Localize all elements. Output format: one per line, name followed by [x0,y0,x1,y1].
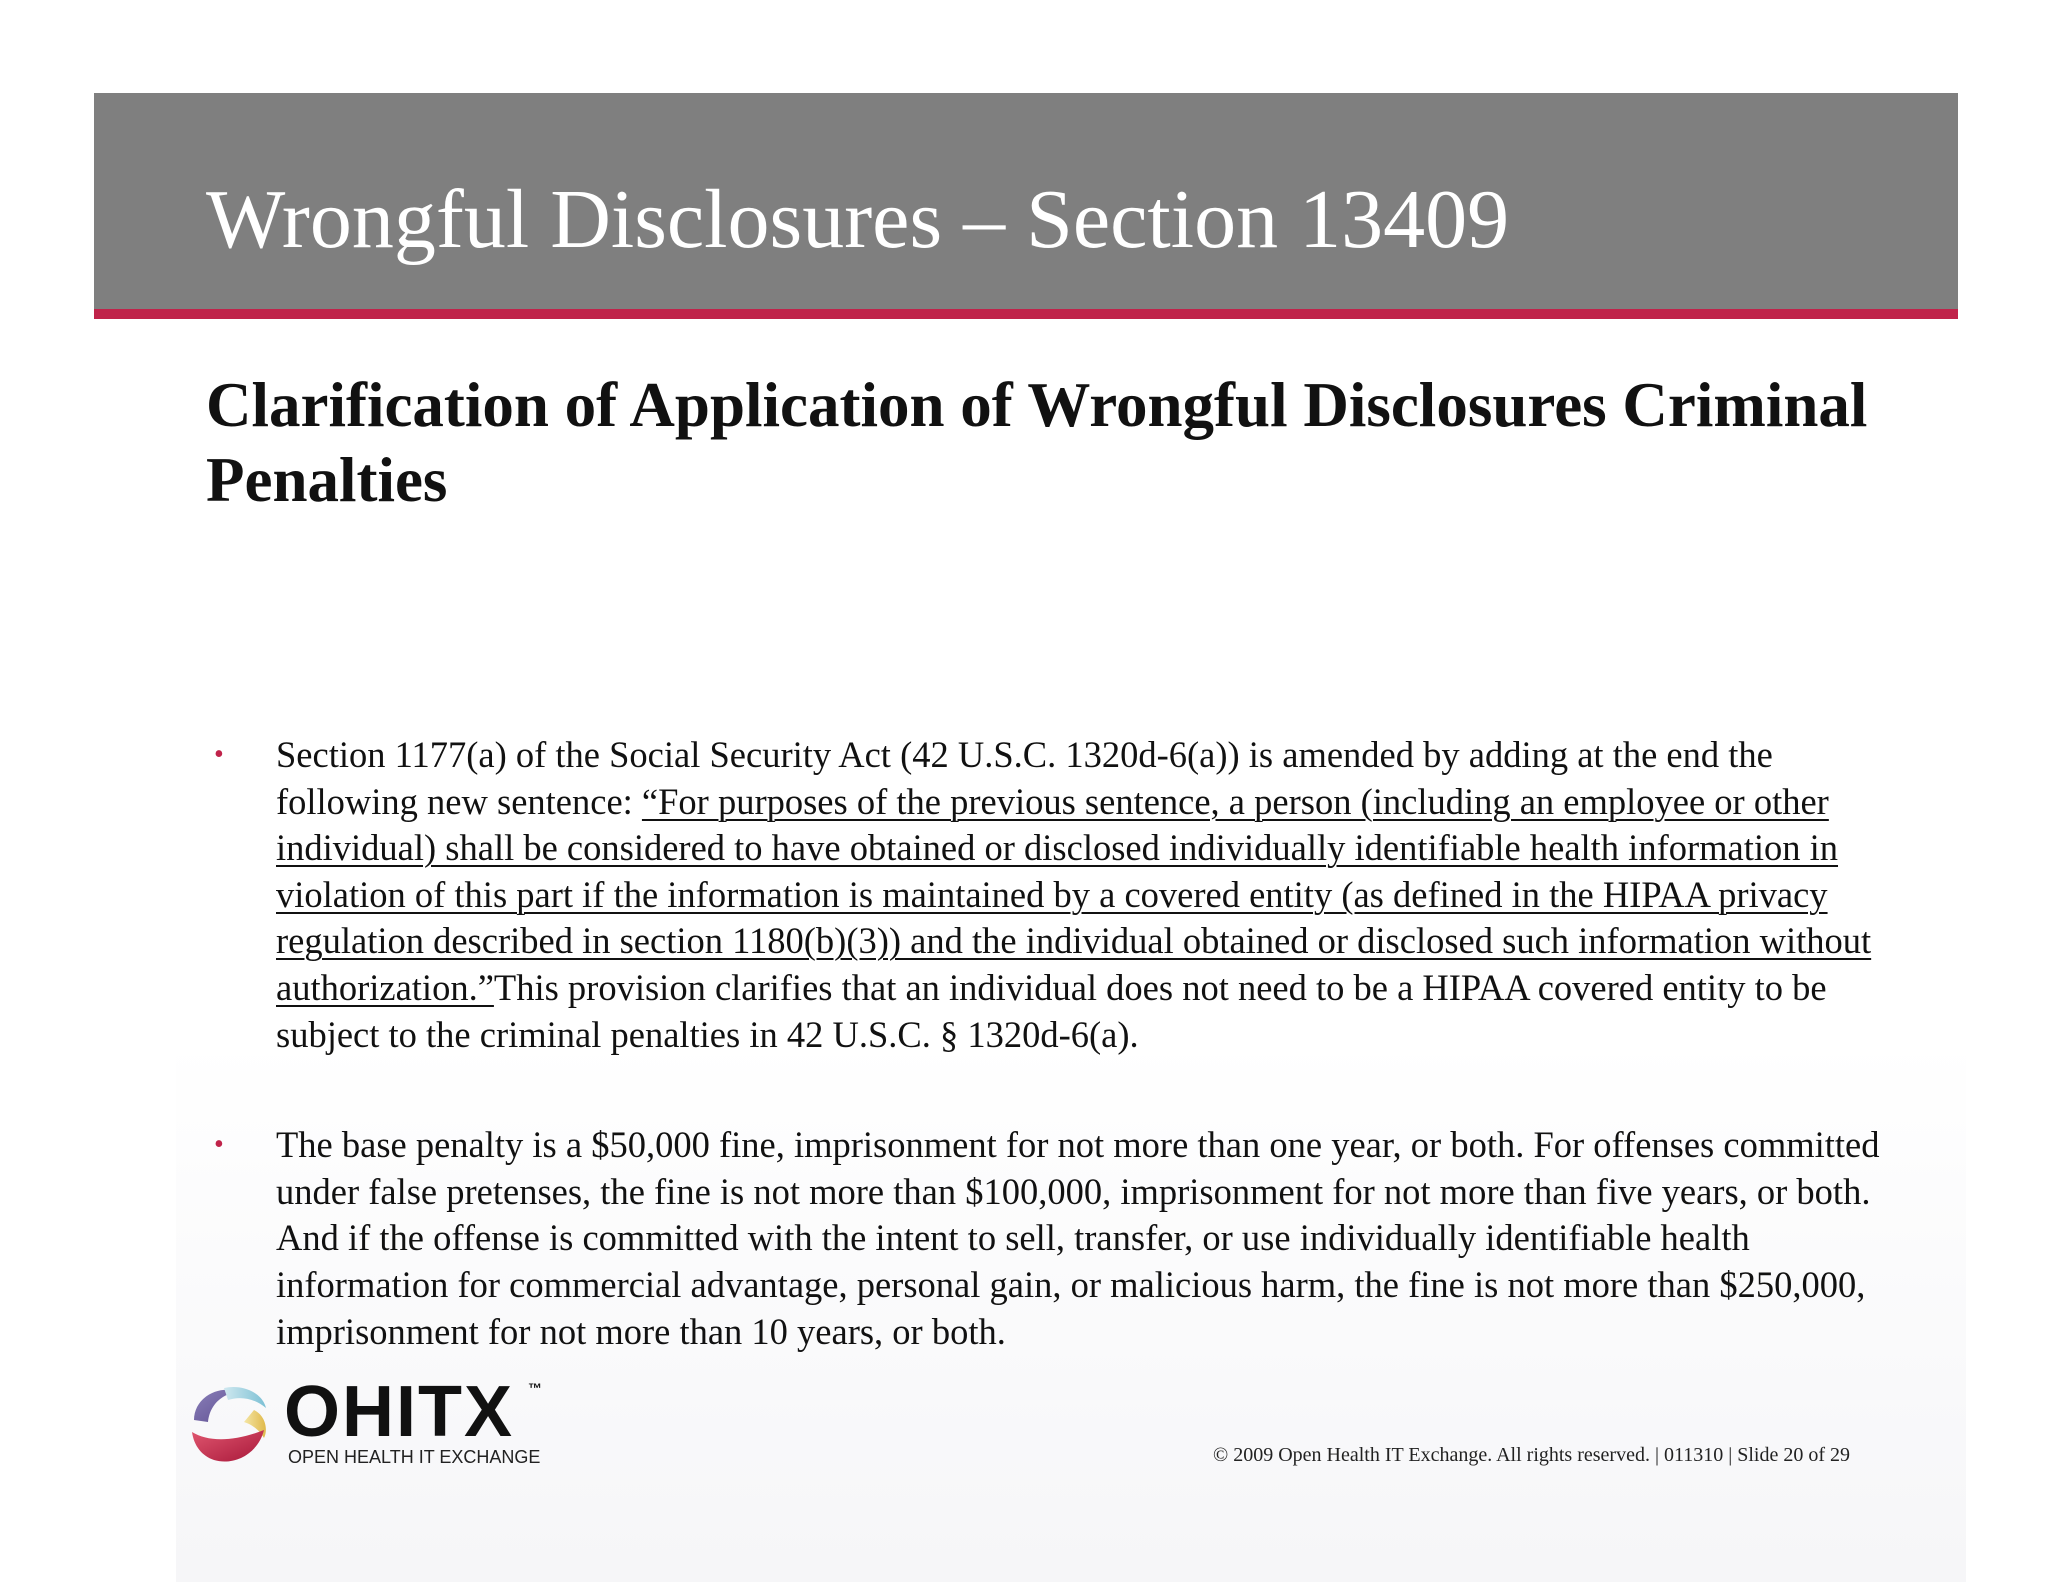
bullet-1-tail: This provision clarifies that an individual does not need to be a HIPAA covered entity to be subject to the criminal penalties in 42 U.S.C. § 1320d-6(a). [276,966,1827,1055]
ohitx-logo [184,1372,564,1470]
logo-tagline: OPEN HEALTH IT EXCHANGE [288,1447,541,1467]
slide-subtitle: Clarification of Application of Wrongful Disclosures Criminal Penalties [206,370,1868,515]
swirl-logo-icon [184,1380,274,1470]
bullet-marker: • [214,1129,224,1161]
bullet-list [206,732,1906,1355]
logo-trademark: ™ [528,1380,542,1396]
bullet-item-2 [206,1122,1906,1355]
logo-wordmark: OHITX [284,1372,515,1452]
header-accent-rule [94,309,1958,319]
bullet-marker: • [214,739,224,770]
footer-copyright: © 2009 Open Health IT Exchange. All rights reserved. | 011310 | Slide 20 of 29 [1213,1444,1850,1466]
bullet-1-quoted-amendment: “For purposes of the previous sentence, a person (including an employee or other individual) shall be considered to have obtained or disclosed individually identifiable health information in violation of this part if the information is maintained by a covered entity (as defined in the HIPAA privacy regulation described in section 1180(b)(3)) and the individual obtained or disclosed such information without authorization.” [276,780,1872,1008]
bullet-2-text: The base penalty is a $50,000 fine, imprisonment for not more than one year, or both. For offenses committed under false pretenses, the fine is not more than $100,000, imprisonment for not more than five years, or both. And if the offense is committed with the intent to sell, transfer, or use individually identifiable health information for commercial advantage, personal gain, or malicious harm, the fine is not more than $250,000, imprisonment for not more than 10 years, or both. [276,1124,1880,1352]
bullet-item-1 [206,732,1906,1058]
slide-title: Wrongful Disclosures – Section 13409 [206,173,1510,266]
bullet-1-lead: Section 1177(a) of the Social Security Act (42 U.S.C. 1320d-6(a)) is amended by adding at the end the following new sentence: [276,734,1773,822]
